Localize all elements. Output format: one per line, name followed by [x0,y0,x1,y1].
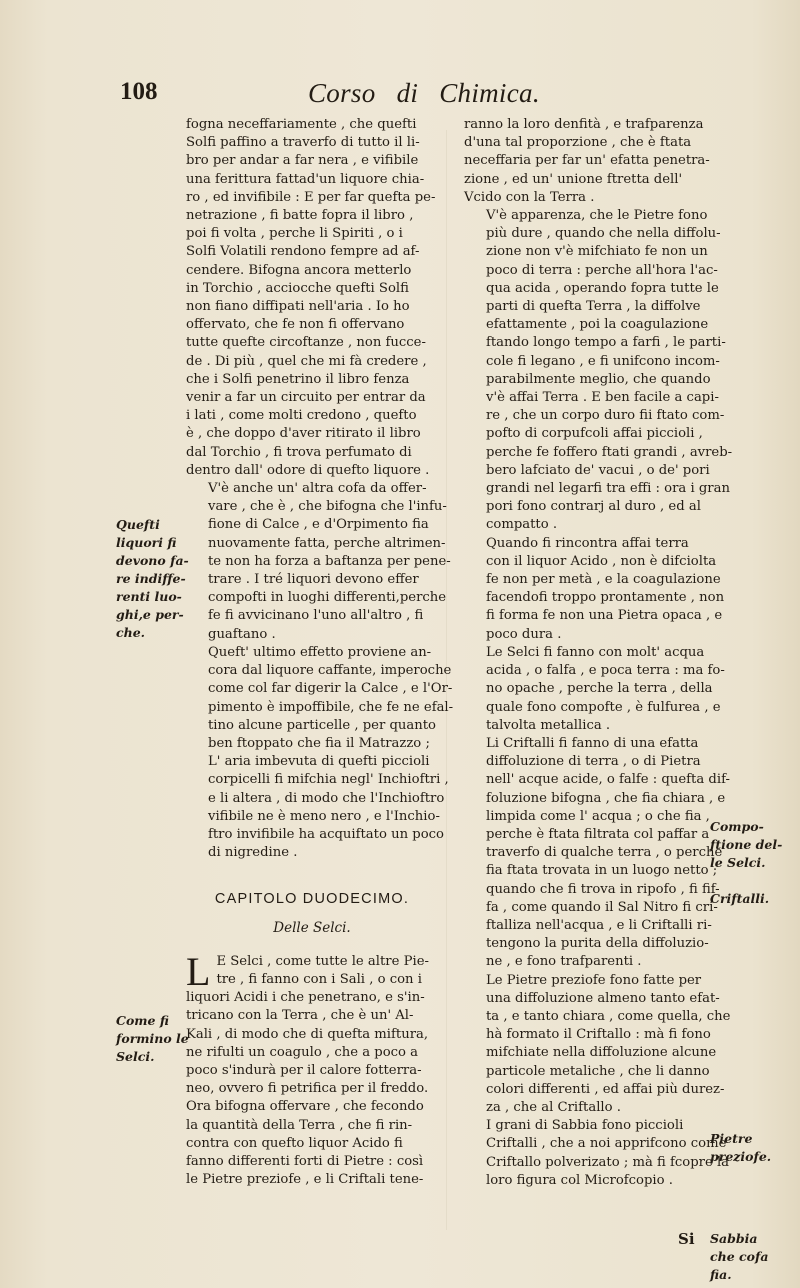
text-line: Solfi paffino a traverfo di tutto il li- [186,135,420,151]
text-line: V'è anche un' altra cofa da offer- [208,481,427,497]
text-line: ne rifulti un coagulo , che a poco a [186,1044,419,1060]
text-line: ta , e tanto chiara , come quella, che [486,1008,731,1024]
catchword: Si [678,1230,695,1248]
text-line: i lati , come molti credono , quefto [186,408,417,424]
text-line: diffoluzione di terra , o di Pietra [486,754,701,770]
text-line: neceffaria per far un' efatta penetra- [464,153,710,169]
text-line: fione di Calce , e d'Orpimento fia [208,517,429,533]
text-line: compofti in luoghi differenti,perche [208,590,447,606]
text-line: fogna neceffariamente , che quefti [186,117,417,132]
text-line: quale fono compofte , è fulfurea , e [486,699,721,715]
text-line: I grani di Sabbia fono piccioli [486,1118,684,1134]
text-line: pofto di corpufcoli affai piccioli , [486,426,703,442]
text-line: Ora bifogna offervare , che fecondo [186,1099,424,1115]
text-line: poi fi volta , perche li Spiriti , o i [186,226,403,242]
text-line: acida , o falfa , e poca terra : ma fo- [486,663,725,679]
text-line: cendere. Bifogna ancora metterlo [186,262,412,278]
text-line: Le Selci fi fanno con molt' acqua [486,644,705,660]
chapter-heading: CAPITOLO DUODECIMO. [214,891,410,908]
text-line: v'è affai Terra . E ben facile a capi- [486,390,719,406]
margin-note: devono fa- [116,553,189,568]
text-line: perche fe foffero ftati grandi , avreb- [486,444,733,460]
margin-note: Criftalli. [710,891,770,906]
text-line: no opache , perche la terra , della [486,681,713,697]
text-line: d'una tal proporzione , che è ftata [464,135,692,151]
margin-note: ghi,e per- [116,607,184,622]
chapter-subtitle: Delle Selci. [273,919,351,936]
text-line: colori differenti , ed affai più durez- [486,1081,725,1097]
text-line: poco dura . [486,626,562,642]
margin-note: renti luo- [116,589,182,604]
text-line: compatto . [486,517,558,533]
margin-note: fia. [710,1267,732,1282]
text-line: fanno differenti forti di Pietre : così [186,1153,424,1169]
text-line: za , che al Criftallo . [486,1099,621,1115]
text-line: pimento è impoffibile, che fe ne efal- [208,699,454,715]
text-line: le Pietre preziofe , e li Criftali tene- [186,1172,424,1188]
text-line: corpicelli fi mifchia negl' Inchioftri , [208,772,449,788]
text-line: vifibile ne è meno nero , e l'Inchio- [208,808,440,824]
text-line: ftro invifibile ha acquiftato un poco [208,826,444,842]
text-line: traverfo di qualche terra , o perche [486,845,723,861]
text-line: poco di terra : perche all'hora l'ac- [486,262,718,278]
text-line: nell' acque acide, o falfe : quefta dif- [486,772,730,788]
text-line: talvolta metallica . [486,717,611,733]
text-line: tutte quefte circoftanze , non fucce- [186,335,426,351]
text-line: parabilmente meglio, che quando [486,371,711,387]
text-line: cora dal liquore caffante, imperoche [208,663,452,679]
margin-note: Quefti [116,517,160,532]
text-line: loro figura col Microfcopio . [486,1172,673,1188]
text-line: foluzione bifogna , che fia chiara , e [486,790,726,806]
text-line: Criftallo polverizato ; mà fi fcopre la [486,1154,730,1170]
text-line: tricano con la Terra , che è un' Al- [186,1008,414,1024]
text-line: pori fono contrarj al duro , ed al [486,499,701,515]
text-line: mifchiate nella diffoluzione alcune [486,1045,717,1061]
text-line: L' aria imbevuta di quefti piccioli [208,754,430,770]
drop-cap: L [186,948,211,994]
paragraph [186,116,438,480]
margin-note: formino le [116,1031,189,1046]
paragraph [464,972,731,1118]
text-line: che i Solfi penetrino il libro fenza [186,371,410,387]
text-line: offervato, che fe non fi offervano [186,317,405,333]
text-line: grandi nel legarfi tra effi : ora i gran [486,481,730,497]
text-line: ranno la loro denfità , e trafparenza [464,117,704,132]
text-line: poco s'indurà per il calore fotterra- [186,1062,422,1078]
text-line: efattamente , poi la coagulazione [486,317,709,333]
text-line: dentro dall' odore di quefto liquore . [186,462,430,478]
text-line: facendofi troppo prontamente , non [486,590,725,606]
text-line: Quando fi rincontra affai terra [486,535,689,551]
paragraph [464,644,725,735]
text-line: venir a far un circuito per entrar da [186,390,426,406]
text-line: contra con quefto liquor Acido fi [186,1135,403,1151]
margin-note: Selci. [116,1049,155,1064]
text-line: trare . I tré liquori devono effer [208,572,419,588]
text-line: ne , e fono trafparenti . [486,954,642,970]
paragraph [464,1117,730,1190]
paragraph [464,207,733,535]
page-number: 108 [120,78,158,105]
text-line: più dure , quando che nella diffolu- [486,226,721,242]
text-line: Kali , di modo che di quefta miftura, [186,1026,429,1042]
text-line: Solfi Volatili rendono fempre ad af- [186,244,420,260]
text-line: tre , fi fanno con i Sali , o con i [216,971,422,987]
text-line: particole metaliche , che li danno [486,1063,710,1079]
text-line: neo, ovvero fi petrifica per il freddo. [186,1081,429,1097]
text-line: ftando longo tempo a farfi , le parti- [486,335,726,351]
text-line: te non ha forza a baftanza per pene- [208,553,451,569]
paragraph [186,644,454,862]
text-line: de . Di più , quel che mi fà credere , [186,353,427,369]
margin-note: ftione del- [710,837,783,852]
text-line: ro , ed invifibile : E per far quefta pe- [186,189,436,205]
text-line: E Selci , come tutte le altre Pie- [216,953,429,969]
text-line: Le Pietre preziofe fono fatte per [486,972,702,988]
text-line: con il liquor Acido , non è difciolta [486,553,717,569]
text-line: di nigredine . [208,845,298,861]
text-line: la quantità della Terra , che fi rin- [186,1117,413,1133]
text-line: fe non per metà , e la coagulazione [486,572,721,588]
text-line: Criftalli , che a noi apprifcono come [486,1136,727,1152]
margin-note: preziofe. [710,1149,772,1164]
text-line: è , che doppo d'aver ritirato il libro [186,426,421,442]
text-line: Queft' ultimo effetto proviene an- [208,644,432,660]
text-line: guaftano . [208,626,276,642]
text-line: ben ftoppato che fia il Matrazzo ; [208,735,430,751]
text-line: perche è ftata filtrata col paffar a [486,826,710,842]
text-line: hà formato il Criftallo : mà fi fono [486,1027,711,1043]
text-line: tino alcune particelle , per quanto [208,717,436,733]
text-line: vare , che è , che bifogna che l'infu- [208,499,447,515]
text-line: quando che fi trova in ripofo , fi fif- [486,881,720,897]
margin-note: Sabbia [710,1231,758,1246]
text-line: fi forma fe non una Pietra opaca , e [486,608,723,624]
margin-note: liquori fi [116,535,177,550]
text-line: una diffoluzione almeno tanto efat- [486,990,720,1006]
paragraph [186,480,451,644]
text-line: dal Torchio , fi trova perfumato di [186,444,412,460]
text-line: bro per andar a far nera , e vifibile [186,153,419,169]
text-line: cole fi legano , e fi unifcono incom- [486,353,720,369]
margin-note: che. [116,625,146,640]
text-line: e li altera , di modo che l'Inchioftro [208,790,445,806]
text-line: come col far digerir la Calce , e l'Or- [208,681,453,697]
margin-note: Come fi [116,1013,169,1028]
text-line: ftalliza nell'acqua , e li Criftalli ri- [486,917,712,933]
paragraph [464,116,710,207]
paragraph [464,535,725,644]
margin-note: Pietre [710,1131,753,1146]
right-text-column [464,116,733,1190]
margin-note: Compo- [710,819,764,834]
margin-note: che cofa [710,1249,769,1264]
text-line: bero lafciato de' vacui , o de' pori [486,462,710,478]
text-line: Li Criftalli fi fanno di una efatta [486,735,699,751]
text-line: non fiano diffipati nell'aria . Io ho [186,299,410,315]
text-line: limpida come l' acqua ; o che fia , [486,808,710,824]
text-line: liquori Acidi i che penetrano, e s'in- [186,990,425,1006]
text-line: fia ftata trovata in un luogo netto ; [486,863,718,879]
text-line: netrazione , fi batte fopra il libro , [186,208,414,224]
paragraph [464,735,730,972]
text-line: in Torchio , acciocche quefti Solfi [186,280,409,296]
left-text-column [186,116,454,1189]
margin-note: re indiffe- [116,571,186,586]
text-line: fe fi avvicinano l'uno all'altro , fi [208,608,424,624]
chapter-paragraph [186,948,438,1190]
text-line: parti di quefta Terra , la diffolve [486,299,701,315]
text-line: Vcido con la Terra . [464,189,595,205]
text-line: qua acida , operando fopra tutte le [486,280,719,296]
page-header [120,78,740,118]
text-line: V'è apparenza, che le Pietre fono [486,208,708,224]
text-line: re , che un corpo duro fii ftato com- [486,408,725,424]
margin-note: le Selci. [710,855,766,870]
text-line: nuovamente fatta, perche altrimen- [208,535,446,551]
text-line: zione , ed un' unione ftretta dell' [464,171,683,187]
running-title: Corso di Chimica. [308,78,540,108]
text-line: zione non v'è mifchiato fe non un [486,244,708,260]
text-line: fa , come quando il Sal Nitro fi cri- [486,899,718,915]
text-line: una ferittura fattad'un liquore chia- [186,171,425,187]
text-line: tengono la purita della diffoluzio- [486,936,709,952]
